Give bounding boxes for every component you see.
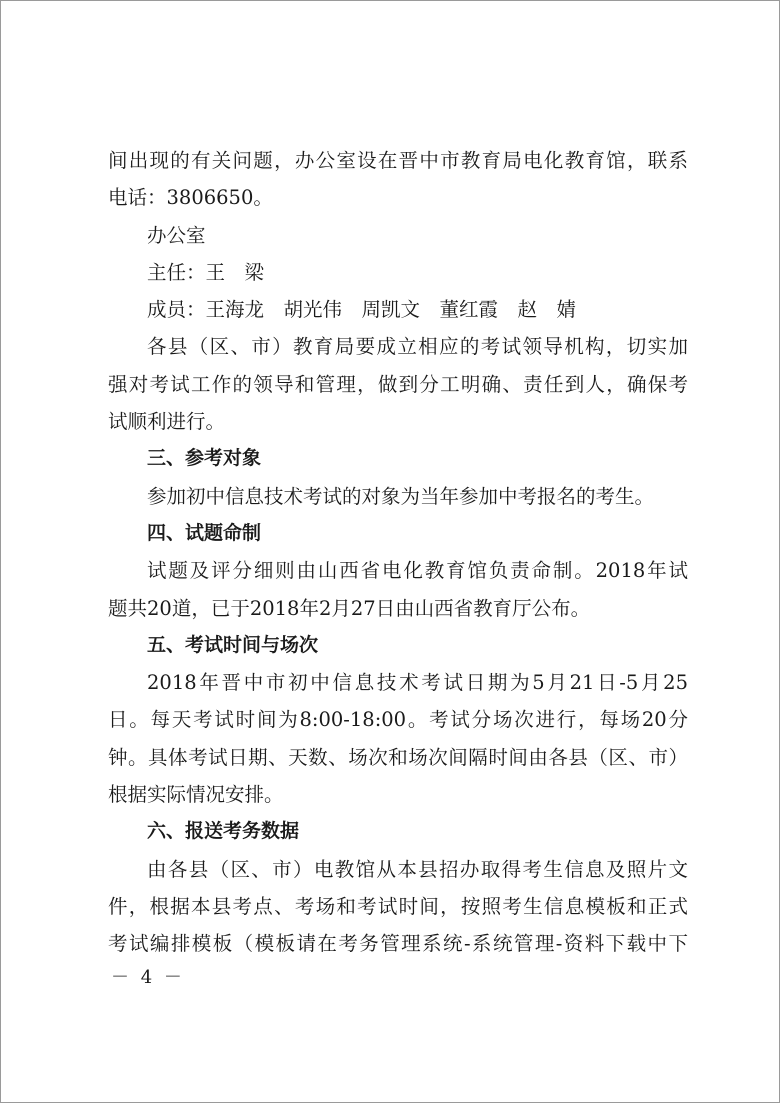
- office-director: 主任：王 梁: [147, 260, 265, 284]
- paragraph-line: 试顺利进行。: [108, 410, 226, 434]
- page-number: － 4 －: [111, 967, 185, 988]
- paragraph-line: 钟。具体考试日期、天数、场次和场次间隔时间由各县（区、市）: [108, 745, 688, 769]
- office-label: 办公室: [147, 223, 206, 247]
- section-heading-5: 五、考试时间与场次: [147, 633, 319, 656]
- section-heading-6: 六、报送考务数据: [147, 820, 300, 843]
- paragraph-line: 题共20道，已于2018年2月27日由山西省教育厅公布。: [108, 596, 591, 620]
- paragraph-line: 由各县（区、市）电教馆从本县招办取得考生信息及照片文: [147, 857, 688, 881]
- paragraph-line: 各县（区、市）教育局要成立相应的考试领导机构，切实加: [147, 335, 688, 359]
- paragraph-line: 2018年晋中市初中信息技术考试日期为5月21日-5月25: [147, 671, 688, 695]
- paragraph-line: 根据实际情况安排。: [108, 783, 284, 807]
- paragraph-line: 试题及评分细则由山西省电化教育馆负责命制。2018年试: [147, 559, 688, 583]
- section-heading-3: 三、参考对象: [147, 447, 262, 470]
- paragraph-line: 件，根据本县考点、考场和考试时间，按照考生信息模板和正式: [108, 894, 688, 918]
- paragraph-line: 参加初中信息技术考试的对象为当年参加中考报名的考生。: [147, 484, 655, 508]
- document-body: [108, 142, 688, 963]
- section-heading-4: 四、试题命制: [147, 521, 262, 544]
- paragraph-line: 强对考试工作的领导和管理，做到分工明确、责任到人，确保考: [108, 372, 688, 396]
- paragraph-line: 考试编排模板（模板请在考务管理系统-系统管理-资料下载中下: [108, 932, 688, 956]
- paragraph-line: 间出现的有关问题，办公室设在晋中市教育局电化教育馆，联系: [108, 149, 688, 172]
- paragraph-line: 日。每天考试时间为8:00-18:00。考试分场次进行，每场20分: [108, 708, 688, 732]
- paragraph-line: 电话：3806650。: [108, 186, 273, 210]
- office-members: 成员：王海龙 胡光伟 周凯文 董红霞 赵 婧: [147, 298, 577, 322]
